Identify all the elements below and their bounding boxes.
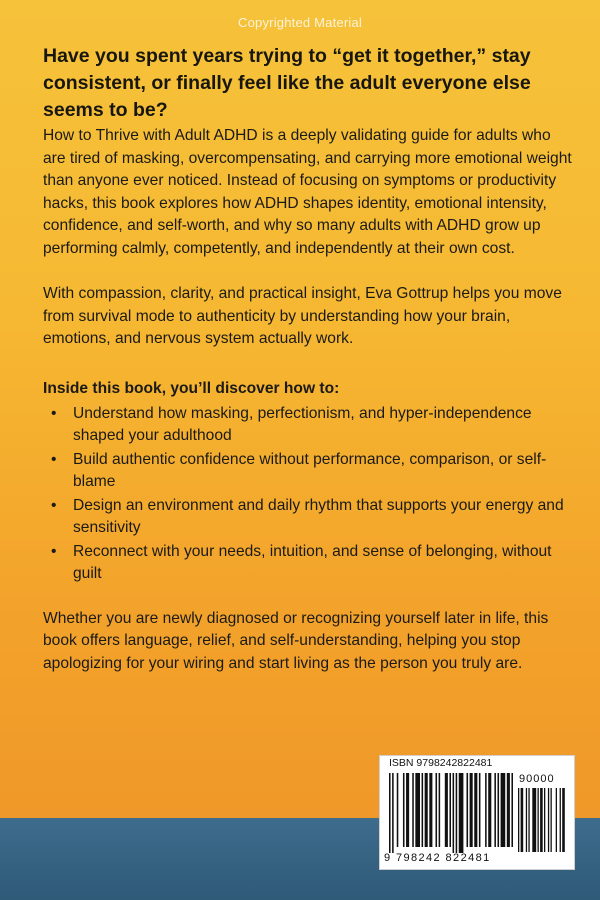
bullet-icon: • bbox=[51, 496, 57, 514]
bullet-icon: • bbox=[51, 450, 57, 468]
isbn-label: ISBN 9798242822481 bbox=[389, 757, 493, 769]
benefit-text: Reconnect with your needs, intuition, and sense of belonging, without guilt bbox=[73, 542, 552, 582]
barcode-bars bbox=[389, 773, 513, 853]
bullet-icon: • bbox=[51, 542, 57, 560]
benefit-text: Design an environment and daily rhythm that supports your energy and sensitivity bbox=[73, 496, 564, 536]
isbn-barcode bbox=[379, 755, 575, 870]
author-paragraph: With compassion, clarity, and practical insight, Eva Gottrup helps you move from survival mode to authenticity by understanding how your brain, emotions, and nervous system actually work. bbox=[43, 285, 562, 347]
benefit-item bbox=[43, 541, 573, 586]
barcode-number: 9 798242 822481 bbox=[384, 852, 491, 864]
copyright-watermark: Copyrighted Material bbox=[238, 15, 362, 30]
barcode-addon-number: 90000 bbox=[519, 773, 555, 785]
benefit-text: Build authentic confidence without performance, comparison, or self-blame bbox=[73, 450, 547, 490]
benefit-item bbox=[43, 495, 573, 540]
benefit-item bbox=[43, 449, 573, 494]
benefit-text: Understand how masking, perfectionism, and hyper-independence shaped your adulthood bbox=[73, 404, 532, 444]
headline: Have you spent years trying to “get it together,” stay consistent, or finally feel like the adult everyone else seems to be? bbox=[43, 45, 531, 121]
addon-barcode-bars bbox=[518, 788, 568, 853]
benefit-list bbox=[43, 403, 573, 586]
bullet-icon: • bbox=[51, 404, 57, 422]
closing-paragraph: Whether you are newly diagnosed or recognizing yourself later in life, this book offers language, relief, and self-understanding, helping you stop apologizing for your wiring and start living as the person you truly are. bbox=[43, 609, 549, 672]
back-cover-text bbox=[43, 43, 573, 675]
discover-heading: Inside this book, you’ll discover how to: bbox=[43, 379, 340, 397]
benefit-item bbox=[43, 403, 573, 448]
intro-paragraph: How to Thrive with Adult ADHD is a deeply validating guide for adults who are tired of masking, overcompensating, and carrying more emotional weight than anyone ever noticed. Instead of focusing on symptoms or productivity hacks, this book explores how ADHD shapes identity, emotional intensity, confidence, and self-worth, and why so many adults with ADHD grow up performing calmly, competently, and independently at their own cost. bbox=[43, 127, 572, 257]
